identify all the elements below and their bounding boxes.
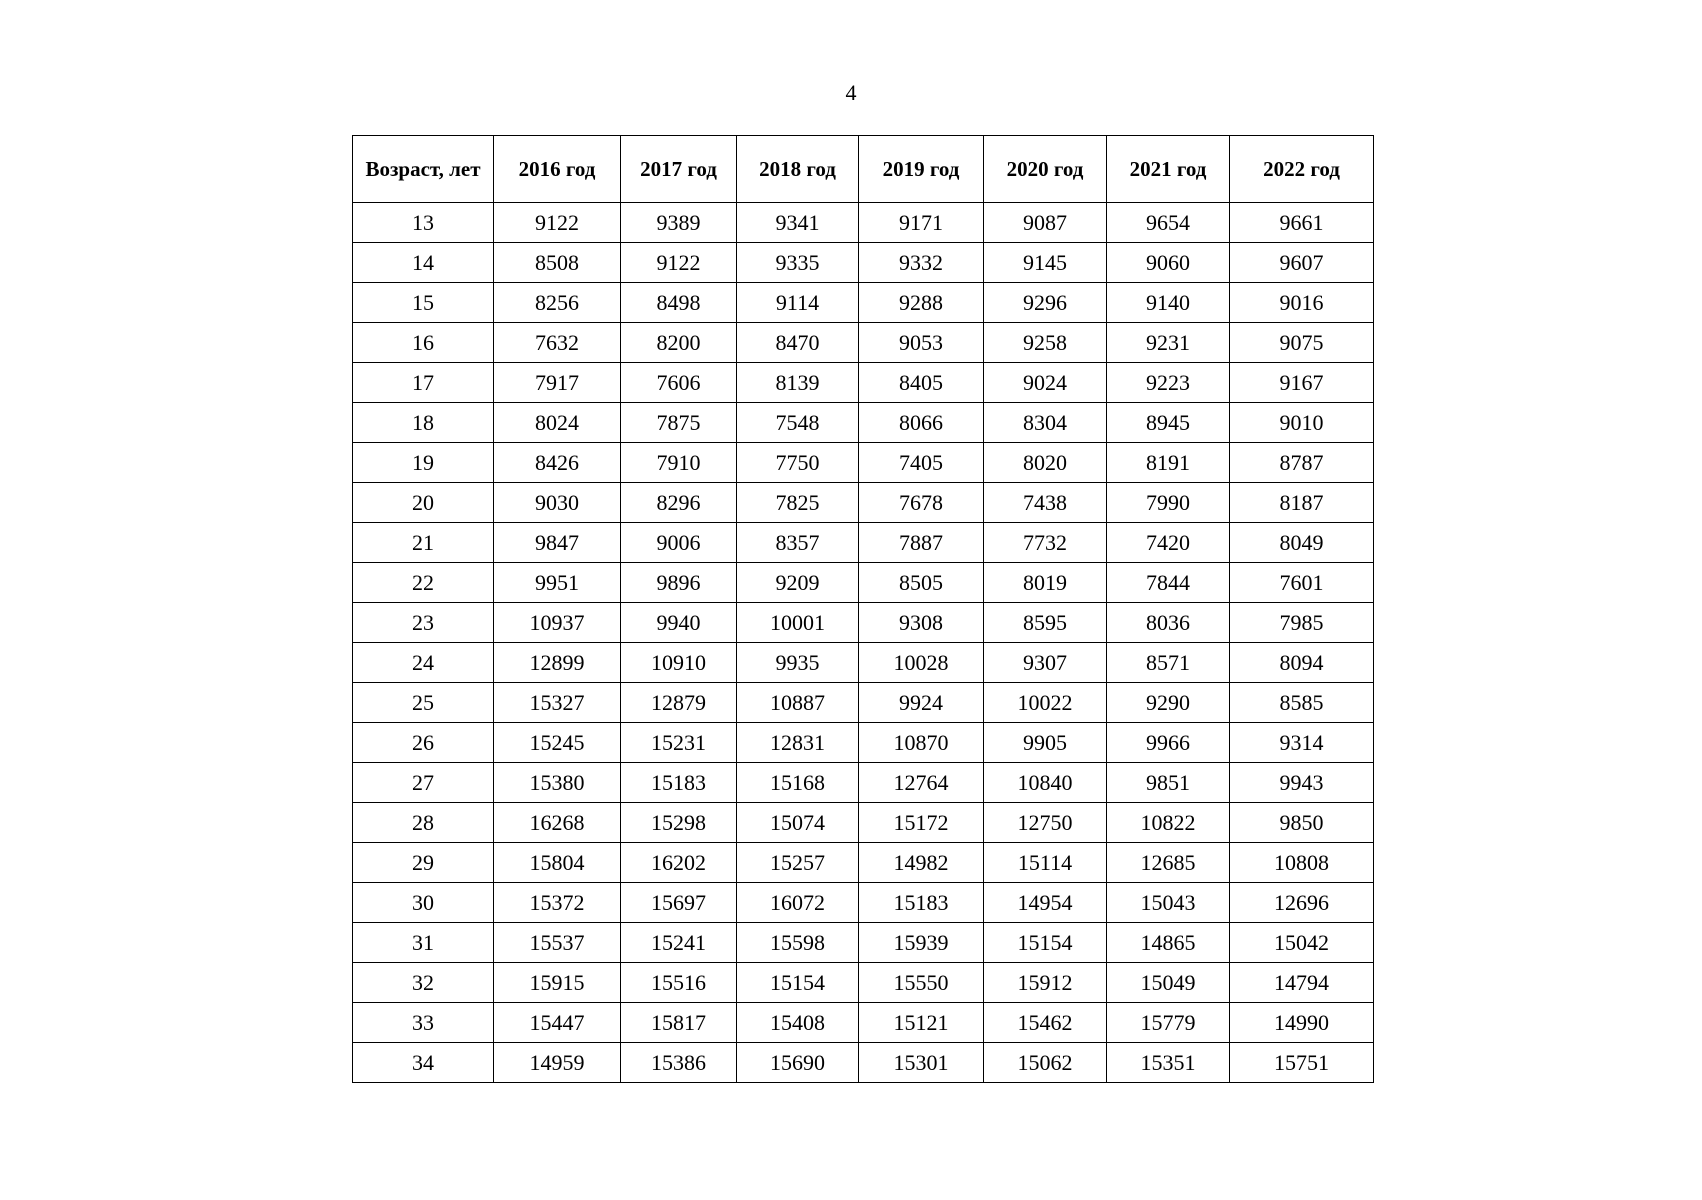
value-cell: 9847 — [494, 523, 621, 563]
value-cell: 7985 — [1230, 603, 1374, 643]
value-cell: 15372 — [494, 883, 621, 923]
value-cell: 8787 — [1230, 443, 1374, 483]
age-cell: 27 — [353, 763, 494, 803]
value-cell: 9905 — [984, 723, 1107, 763]
value-cell: 9661 — [1230, 203, 1374, 243]
value-cell: 7548 — [737, 403, 859, 443]
value-cell: 12899 — [494, 643, 621, 683]
value-cell: 7601 — [1230, 563, 1374, 603]
table-row — [353, 763, 1374, 803]
age-cell: 18 — [353, 403, 494, 443]
header-year: 2018 год — [737, 136, 859, 203]
value-cell: 8024 — [494, 403, 621, 443]
age-cell: 28 — [353, 803, 494, 843]
value-cell: 16268 — [494, 803, 621, 843]
value-cell: 8020 — [984, 443, 1107, 483]
value-cell: 8405 — [859, 363, 984, 403]
value-cell: 9122 — [494, 203, 621, 243]
population-table — [352, 135, 1374, 1083]
value-cell: 15062 — [984, 1043, 1107, 1083]
value-cell: 15327 — [494, 683, 621, 723]
value-cell: 7405 — [859, 443, 984, 483]
header-year: 2020 год — [984, 136, 1107, 203]
value-cell: 9010 — [1230, 403, 1374, 443]
value-cell: 8094 — [1230, 643, 1374, 683]
age-cell: 13 — [353, 203, 494, 243]
table-row — [353, 1043, 1374, 1083]
value-cell: 15172 — [859, 803, 984, 843]
table-row — [353, 443, 1374, 483]
value-cell: 15380 — [494, 763, 621, 803]
value-cell: 8139 — [737, 363, 859, 403]
value-cell: 9341 — [737, 203, 859, 243]
value-cell: 15154 — [984, 923, 1107, 963]
value-cell: 7825 — [737, 483, 859, 523]
table-row — [353, 243, 1374, 283]
value-cell: 9924 — [859, 683, 984, 723]
header-year: 2022 год — [1230, 136, 1374, 203]
value-cell: 15231 — [621, 723, 737, 763]
value-cell: 9075 — [1230, 323, 1374, 363]
value-cell: 15114 — [984, 843, 1107, 883]
value-cell: 9389 — [621, 203, 737, 243]
age-cell: 30 — [353, 883, 494, 923]
value-cell: 15049 — [1107, 963, 1230, 1003]
value-cell: 15042 — [1230, 923, 1374, 963]
value-cell: 9006 — [621, 523, 737, 563]
value-cell: 15462 — [984, 1003, 1107, 1043]
header-year: 2016 год — [494, 136, 621, 203]
value-cell: 8571 — [1107, 643, 1230, 683]
table-row — [353, 963, 1374, 1003]
value-cell: 7910 — [621, 443, 737, 483]
value-cell: 7632 — [494, 323, 621, 363]
value-cell: 12696 — [1230, 883, 1374, 923]
header-age: Возраст, лет — [353, 136, 494, 203]
table-row — [353, 283, 1374, 323]
value-cell: 8426 — [494, 443, 621, 483]
age-cell: 31 — [353, 923, 494, 963]
value-cell: 9016 — [1230, 283, 1374, 323]
value-cell: 9024 — [984, 363, 1107, 403]
value-cell: 10887 — [737, 683, 859, 723]
value-cell: 9145 — [984, 243, 1107, 283]
value-cell: 7420 — [1107, 523, 1230, 563]
value-cell: 8049 — [1230, 523, 1374, 563]
value-cell: 14954 — [984, 883, 1107, 923]
value-cell: 12879 — [621, 683, 737, 723]
value-cell: 7606 — [621, 363, 737, 403]
value-cell: 16072 — [737, 883, 859, 923]
value-cell: 7844 — [1107, 563, 1230, 603]
value-cell: 7732 — [984, 523, 1107, 563]
table-header-row — [353, 136, 1374, 203]
value-cell: 15939 — [859, 923, 984, 963]
value-cell: 15245 — [494, 723, 621, 763]
value-cell: 9140 — [1107, 283, 1230, 323]
value-cell: 10022 — [984, 683, 1107, 723]
value-cell: 16202 — [621, 843, 737, 883]
value-cell: 15241 — [621, 923, 737, 963]
value-cell: 9209 — [737, 563, 859, 603]
value-cell: 8470 — [737, 323, 859, 363]
value-cell: 9171 — [859, 203, 984, 243]
value-cell: 15074 — [737, 803, 859, 843]
table-row — [353, 1003, 1374, 1043]
value-cell: 8191 — [1107, 443, 1230, 483]
value-cell: 9060 — [1107, 243, 1230, 283]
value-cell: 8256 — [494, 283, 621, 323]
value-cell: 15537 — [494, 923, 621, 963]
value-cell: 7875 — [621, 403, 737, 443]
value-cell: 14865 — [1107, 923, 1230, 963]
value-cell: 9223 — [1107, 363, 1230, 403]
value-cell: 15298 — [621, 803, 737, 843]
value-cell: 15043 — [1107, 883, 1230, 923]
value-cell: 8357 — [737, 523, 859, 563]
value-cell: 7887 — [859, 523, 984, 563]
value-cell: 9966 — [1107, 723, 1230, 763]
value-cell: 12750 — [984, 803, 1107, 843]
value-cell: 8585 — [1230, 683, 1374, 723]
age-cell: 29 — [353, 843, 494, 883]
value-cell: 8945 — [1107, 403, 1230, 443]
age-cell: 20 — [353, 483, 494, 523]
table-row — [353, 803, 1374, 843]
value-cell: 7678 — [859, 483, 984, 523]
value-cell: 9314 — [1230, 723, 1374, 763]
table-row — [353, 643, 1374, 683]
value-cell: 8304 — [984, 403, 1107, 443]
header-year: 2017 год — [621, 136, 737, 203]
table-row — [353, 843, 1374, 883]
table-row — [353, 403, 1374, 443]
value-cell: 15168 — [737, 763, 859, 803]
value-cell: 15804 — [494, 843, 621, 883]
value-cell: 8505 — [859, 563, 984, 603]
table-row — [353, 723, 1374, 763]
value-cell: 15183 — [859, 883, 984, 923]
value-cell: 12764 — [859, 763, 984, 803]
value-cell: 9231 — [1107, 323, 1230, 363]
value-cell: 15912 — [984, 963, 1107, 1003]
value-cell: 10910 — [621, 643, 737, 683]
value-cell: 15697 — [621, 883, 737, 923]
age-cell: 22 — [353, 563, 494, 603]
value-cell: 9607 — [1230, 243, 1374, 283]
table-row — [353, 923, 1374, 963]
table-row — [353, 883, 1374, 923]
value-cell: 15447 — [494, 1003, 621, 1043]
value-cell: 12685 — [1107, 843, 1230, 883]
value-cell: 15408 — [737, 1003, 859, 1043]
value-cell: 15386 — [621, 1043, 737, 1083]
age-cell: 24 — [353, 643, 494, 683]
value-cell: 14959 — [494, 1043, 621, 1083]
table-row — [353, 603, 1374, 643]
value-cell: 14794 — [1230, 963, 1374, 1003]
value-cell: 10808 — [1230, 843, 1374, 883]
value-cell: 9087 — [984, 203, 1107, 243]
age-cell: 14 — [353, 243, 494, 283]
value-cell: 15121 — [859, 1003, 984, 1043]
value-cell: 15817 — [621, 1003, 737, 1043]
age-cell: 32 — [353, 963, 494, 1003]
age-cell: 34 — [353, 1043, 494, 1083]
age-cell: 17 — [353, 363, 494, 403]
value-cell: 9851 — [1107, 763, 1230, 803]
value-cell: 9114 — [737, 283, 859, 323]
value-cell: 14982 — [859, 843, 984, 883]
value-cell: 9307 — [984, 643, 1107, 683]
value-cell: 9896 — [621, 563, 737, 603]
value-cell: 12831 — [737, 723, 859, 763]
value-cell: 15779 — [1107, 1003, 1230, 1043]
value-cell: 15516 — [621, 963, 737, 1003]
table-row — [353, 203, 1374, 243]
page-number: 4 — [845, 80, 857, 105]
value-cell: 15301 — [859, 1043, 984, 1083]
value-cell: 15154 — [737, 963, 859, 1003]
value-cell: 15690 — [737, 1043, 859, 1083]
value-cell: 10870 — [859, 723, 984, 763]
value-cell: 15257 — [737, 843, 859, 883]
value-cell: 9290 — [1107, 683, 1230, 723]
value-cell: 10937 — [494, 603, 621, 643]
value-cell: 10840 — [984, 763, 1107, 803]
age-cell: 16 — [353, 323, 494, 363]
header-year: 2019 год — [859, 136, 984, 203]
value-cell: 8296 — [621, 483, 737, 523]
value-cell: 7750 — [737, 443, 859, 483]
table-body — [353, 203, 1374, 1083]
value-cell: 8187 — [1230, 483, 1374, 523]
table-row — [353, 683, 1374, 723]
value-cell: 15598 — [737, 923, 859, 963]
value-cell: 8498 — [621, 283, 737, 323]
value-cell: 15751 — [1230, 1043, 1374, 1083]
value-cell: 8066 — [859, 403, 984, 443]
age-cell: 19 — [353, 443, 494, 483]
table-row — [353, 483, 1374, 523]
value-cell: 7438 — [984, 483, 1107, 523]
value-cell: 10001 — [737, 603, 859, 643]
table-row — [353, 363, 1374, 403]
value-cell: 9335 — [737, 243, 859, 283]
value-cell: 9935 — [737, 643, 859, 683]
age-cell: 26 — [353, 723, 494, 763]
value-cell: 8200 — [621, 323, 737, 363]
value-cell: 15183 — [621, 763, 737, 803]
value-cell: 9296 — [984, 283, 1107, 323]
value-cell: 15550 — [859, 963, 984, 1003]
value-cell: 15915 — [494, 963, 621, 1003]
value-cell: 14990 — [1230, 1003, 1374, 1043]
value-cell: 9167 — [1230, 363, 1374, 403]
value-cell: 9122 — [621, 243, 737, 283]
value-cell: 9940 — [621, 603, 737, 643]
value-cell: 9053 — [859, 323, 984, 363]
value-cell: 7917 — [494, 363, 621, 403]
table-row — [353, 323, 1374, 363]
value-cell: 10028 — [859, 643, 984, 683]
value-cell: 9288 — [859, 283, 984, 323]
value-cell: 10822 — [1107, 803, 1230, 843]
value-cell: 8508 — [494, 243, 621, 283]
age-cell: 23 — [353, 603, 494, 643]
value-cell: 9258 — [984, 323, 1107, 363]
value-cell: 15351 — [1107, 1043, 1230, 1083]
value-cell: 8036 — [1107, 603, 1230, 643]
value-cell: 9850 — [1230, 803, 1374, 843]
age-cell: 15 — [353, 283, 494, 323]
value-cell: 9030 — [494, 483, 621, 523]
value-cell: 9951 — [494, 563, 621, 603]
value-cell: 7990 — [1107, 483, 1230, 523]
table-row — [353, 523, 1374, 563]
value-cell: 8019 — [984, 563, 1107, 603]
age-cell: 33 — [353, 1003, 494, 1043]
table-row — [353, 563, 1374, 603]
value-cell: 9654 — [1107, 203, 1230, 243]
header-year: 2021 год — [1107, 136, 1230, 203]
value-cell: 9308 — [859, 603, 984, 643]
age-cell: 25 — [353, 683, 494, 723]
value-cell: 9332 — [859, 243, 984, 283]
value-cell: 8595 — [984, 603, 1107, 643]
age-cell: 21 — [353, 523, 494, 563]
value-cell: 9943 — [1230, 763, 1374, 803]
